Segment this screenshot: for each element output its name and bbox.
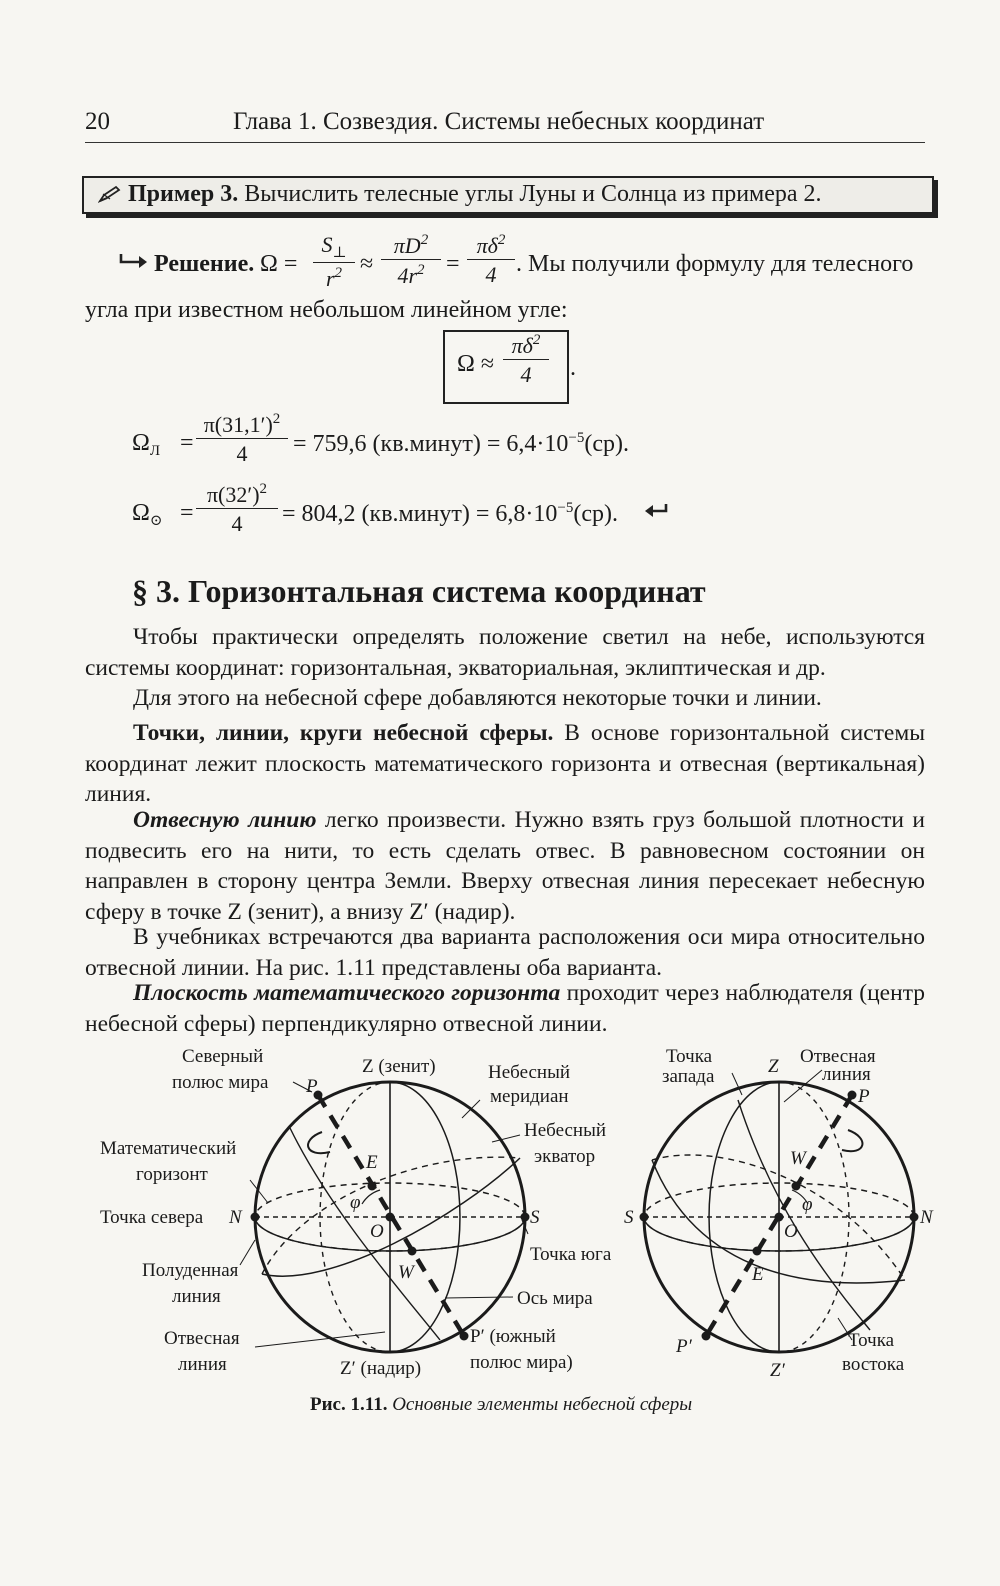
left-point-N — [251, 1213, 260, 1222]
label-equator-1: Небесный — [524, 1120, 607, 1141]
paragraph-2: Для этого на небесной сфере добавляются некоторые точки и линии. — [133, 685, 822, 711]
label-W-right: W — [790, 1148, 806, 1169]
omega-lhs: Ω = — [260, 251, 298, 277]
label-plumb-2: линия — [178, 1354, 227, 1375]
frac1-num-sub: ⊥ — [332, 245, 347, 261]
solution-text-after: . Мы получили формулу для телесного — [516, 251, 914, 277]
paragraph-3-text — [85, 718, 925, 810]
moon-den: 4 — [236, 441, 248, 466]
moon-unit: (ср). — [584, 431, 630, 457]
label-O-left: O — [370, 1221, 384, 1242]
label-horizon-2: горизонт — [136, 1164, 208, 1185]
label-equator-2: экватор — [534, 1146, 596, 1167]
frac2-den-sup: 2 — [417, 262, 425, 278]
return-arrow-icon — [643, 502, 669, 520]
label-east-2: востока — [842, 1354, 905, 1375]
label-west-2: запада — [662, 1066, 715, 1087]
label-plumb-1: Отвесная — [164, 1328, 240, 1349]
celestial-sphere-figure — [0, 1040, 1000, 1385]
frac3-num: πδ — [476, 233, 498, 258]
sun-eq: = — [180, 500, 194, 526]
label-meridian-2: меридиан — [490, 1086, 569, 1107]
frac3-den: 4 — [485, 262, 497, 287]
moon-sub: Л — [149, 443, 161, 459]
left-labels — [100, 1046, 612, 1379]
frac2-den: 4r — [397, 263, 418, 288]
figure-caption — [310, 1394, 692, 1416]
example-line — [98, 181, 822, 208]
paragraph-6-bi: Плоскость математического горизонта — [133, 980, 561, 1006]
sun-num: π(32′) — [206, 482, 260, 507]
sun-rhs-value: = 804,2 (кв.минут) = 6,8·10 — [282, 501, 558, 527]
paragraph-4-rest: легко произвести. Нужно взять груз большой плотности и подвесить его на нити, то есть сделать отвес. В равновесном состоянии он направлен в сторону центра Земли. Вверху отвесная линия пересекает небесную сферу в точке Z (зенит), а внизу Z′ (надир). — [85, 807, 926, 925]
label-south-pole-2: полюс мира) — [470, 1352, 573, 1373]
right-point-S — [640, 1213, 649, 1222]
page-header — [85, 108, 925, 143]
label-O-right: O — [784, 1221, 798, 1242]
label-Zprime-right: Z′ — [770, 1360, 785, 1381]
moon-frac — [196, 411, 288, 467]
label-north-pole-2: полюс мира — [172, 1072, 269, 1093]
solution-line-2: угла при известном небольшом линейном угле: — [85, 297, 568, 323]
example-box — [82, 176, 934, 214]
frac-piD2 — [381, 232, 441, 289]
caption-number: Рис. 1.11. — [310, 1394, 388, 1415]
label-E-left: E — [366, 1152, 378, 1173]
moon-num: π(31,1′) — [203, 412, 273, 437]
right-leaders — [732, 1070, 852, 1340]
example-label: Пример 3. — [128, 181, 239, 207]
label-meridian-1: Небесный — [488, 1062, 571, 1083]
left-point-O — [386, 1213, 395, 1222]
leader-plumb — [255, 1332, 385, 1347]
paragraph-4-bi: Отвесную линию — [133, 807, 317, 833]
moon-rhs — [293, 430, 629, 458]
sun-exp: −5 — [557, 500, 574, 516]
label-phi-right: φ — [802, 1194, 813, 1215]
right-point-P — [848, 1091, 857, 1100]
label-south-point: Точка юга — [530, 1244, 612, 1265]
right-point-E — [753, 1247, 762, 1256]
paragraph-4-text — [85, 805, 925, 927]
paragraph-1: Чтобы практически определять положение светил на небе, используются системы координат: горизонтальная, экваториальная, эклиптическая и др. — [85, 624, 925, 681]
sun-unit: (ср). — [573, 501, 619, 527]
solution-label: Решение. — [154, 251, 255, 277]
left-rotation-arrow — [308, 1132, 330, 1153]
boxed-num: πδ — [511, 333, 533, 358]
boxed-den: 4 — [520, 362, 532, 387]
label-noon-1: Полуденная — [142, 1260, 239, 1281]
label-plumb-right-2: линия — [822, 1064, 871, 1085]
label-Z-right: Z — [768, 1056, 779, 1077]
left-phi-arc — [362, 1190, 380, 1204]
label-axis: Ось мира — [517, 1288, 593, 1309]
solution-arrow-icon — [118, 251, 152, 271]
leader-noon — [240, 1240, 255, 1265]
label-W-left: W — [398, 1262, 414, 1283]
paragraph-3-bold: Точки, линии, круги небесной сферы. — [133, 720, 554, 746]
frac-s-r2 — [313, 232, 355, 292]
frac2-num: πD — [393, 233, 421, 258]
paragraph-3 — [85, 718, 925, 810]
label-E-right: E — [752, 1264, 764, 1285]
right-point-N — [910, 1213, 919, 1222]
leader-axis — [445, 1297, 513, 1298]
paragraph-intro — [85, 622, 925, 714]
frac2-num-sup: 2 — [420, 232, 429, 248]
sun-rhs — [282, 500, 618, 528]
label-S-left: S — [530, 1207, 540, 1228]
sun-frac — [196, 481, 278, 537]
running-title: Глава 1. Созвездия. Системы небесных координат — [233, 108, 765, 135]
boxed-num-sup: 2 — [532, 332, 541, 348]
boxed-lhs: Ω ≈ — [457, 351, 495, 377]
moon-rhs-value: = 759,6 (кв.минут) = 6,4·10 — [293, 431, 569, 457]
paragraph-3-rest: В основе горизонтальной системы координат лежит плоскость математического горизонта и отвесная (вертикальная) линия. — [85, 720, 925, 807]
label-zenith: Z (зенит) — [362, 1056, 436, 1077]
frac1-num: S — [321, 232, 333, 257]
sun-den: 4 — [231, 511, 243, 536]
right-rotation-arrow — [842, 1130, 862, 1151]
label-plumb-right-1: Отвесная — [800, 1046, 876, 1067]
right-point-O — [775, 1213, 784, 1222]
label-N-left: N — [229, 1207, 242, 1228]
example-text: Вычислить телесные углы Луны и Солнца из примера 2. — [244, 181, 822, 207]
moon-exp: −5 — [568, 430, 585, 446]
left-vertical-circle — [290, 1128, 440, 1340]
right-vertical-circle — [738, 1100, 870, 1330]
label-noon-2: линия — [172, 1286, 221, 1307]
sun-lhs — [132, 500, 162, 530]
left-point-E — [368, 1182, 377, 1191]
section-title: § 3. Горизонтальная система координат — [132, 573, 706, 609]
pencil-icon — [98, 185, 122, 203]
label-P-right: P — [858, 1086, 870, 1107]
sun-sub: ⊙ — [149, 513, 163, 529]
page-number: 20 — [85, 108, 110, 135]
label-south-pole-1: P′ (южный — [470, 1326, 556, 1347]
moon-eq: = — [180, 430, 194, 456]
paragraph-4 — [85, 805, 925, 927]
paragraph-6-text — [85, 978, 925, 1039]
label-nadir: Z′ (надир) — [340, 1358, 422, 1379]
label-north-pole-1: Северный — [182, 1046, 264, 1067]
left-point-Pprime — [460, 1332, 469, 1341]
label-phi-left: φ — [350, 1192, 361, 1213]
paragraph-6-rest: проходит через наблюдателя (центр небесной сферы) перпендикулярно отвесной линии. — [85, 980, 925, 1037]
label-N-right: N — [920, 1207, 933, 1228]
approx-sign: ≈ — [360, 251, 374, 277]
left-point-W — [408, 1247, 417, 1256]
boxed-dot: . — [570, 355, 576, 381]
caption-text: Основные элементы небесной сферы — [392, 1394, 693, 1415]
frac1-den: r — [325, 266, 335, 291]
frac1-den-sup: 2 — [334, 265, 343, 281]
leader-west — [732, 1073, 742, 1095]
label-S-right: S — [624, 1207, 634, 1228]
paragraph-5 — [85, 922, 925, 983]
label-east-1: Точка — [848, 1330, 895, 1351]
label-horizon-1: Математический — [100, 1138, 237, 1159]
moon-lhs — [132, 430, 160, 460]
paragraph-5-text: В учебниках встречаются два варианта расположения оси мира относительно отвесной линии. На рис. 1.11 представлены оба варианта. — [85, 924, 925, 981]
label-north-point: Точка севера — [100, 1207, 204, 1228]
right-point-W — [792, 1182, 801, 1191]
sun-num-sup: 2 — [259, 481, 268, 497]
label-P-left: P — [306, 1076, 318, 1097]
moon-num-sup: 2 — [272, 411, 281, 427]
equals-sign: = — [446, 251, 460, 277]
paragraph-6 — [85, 978, 925, 1039]
right-point-Pprime — [702, 1332, 711, 1341]
moon-omega: Ω — [132, 430, 150, 456]
label-west-1: Точка — [666, 1046, 713, 1067]
label-Pprime-right: P′ — [676, 1336, 692, 1357]
sun-omega: Ω — [132, 500, 150, 526]
boxed-frac — [503, 332, 549, 388]
frac3-num-sup: 2 — [497, 232, 506, 248]
frac-pidelta2 — [467, 232, 515, 288]
